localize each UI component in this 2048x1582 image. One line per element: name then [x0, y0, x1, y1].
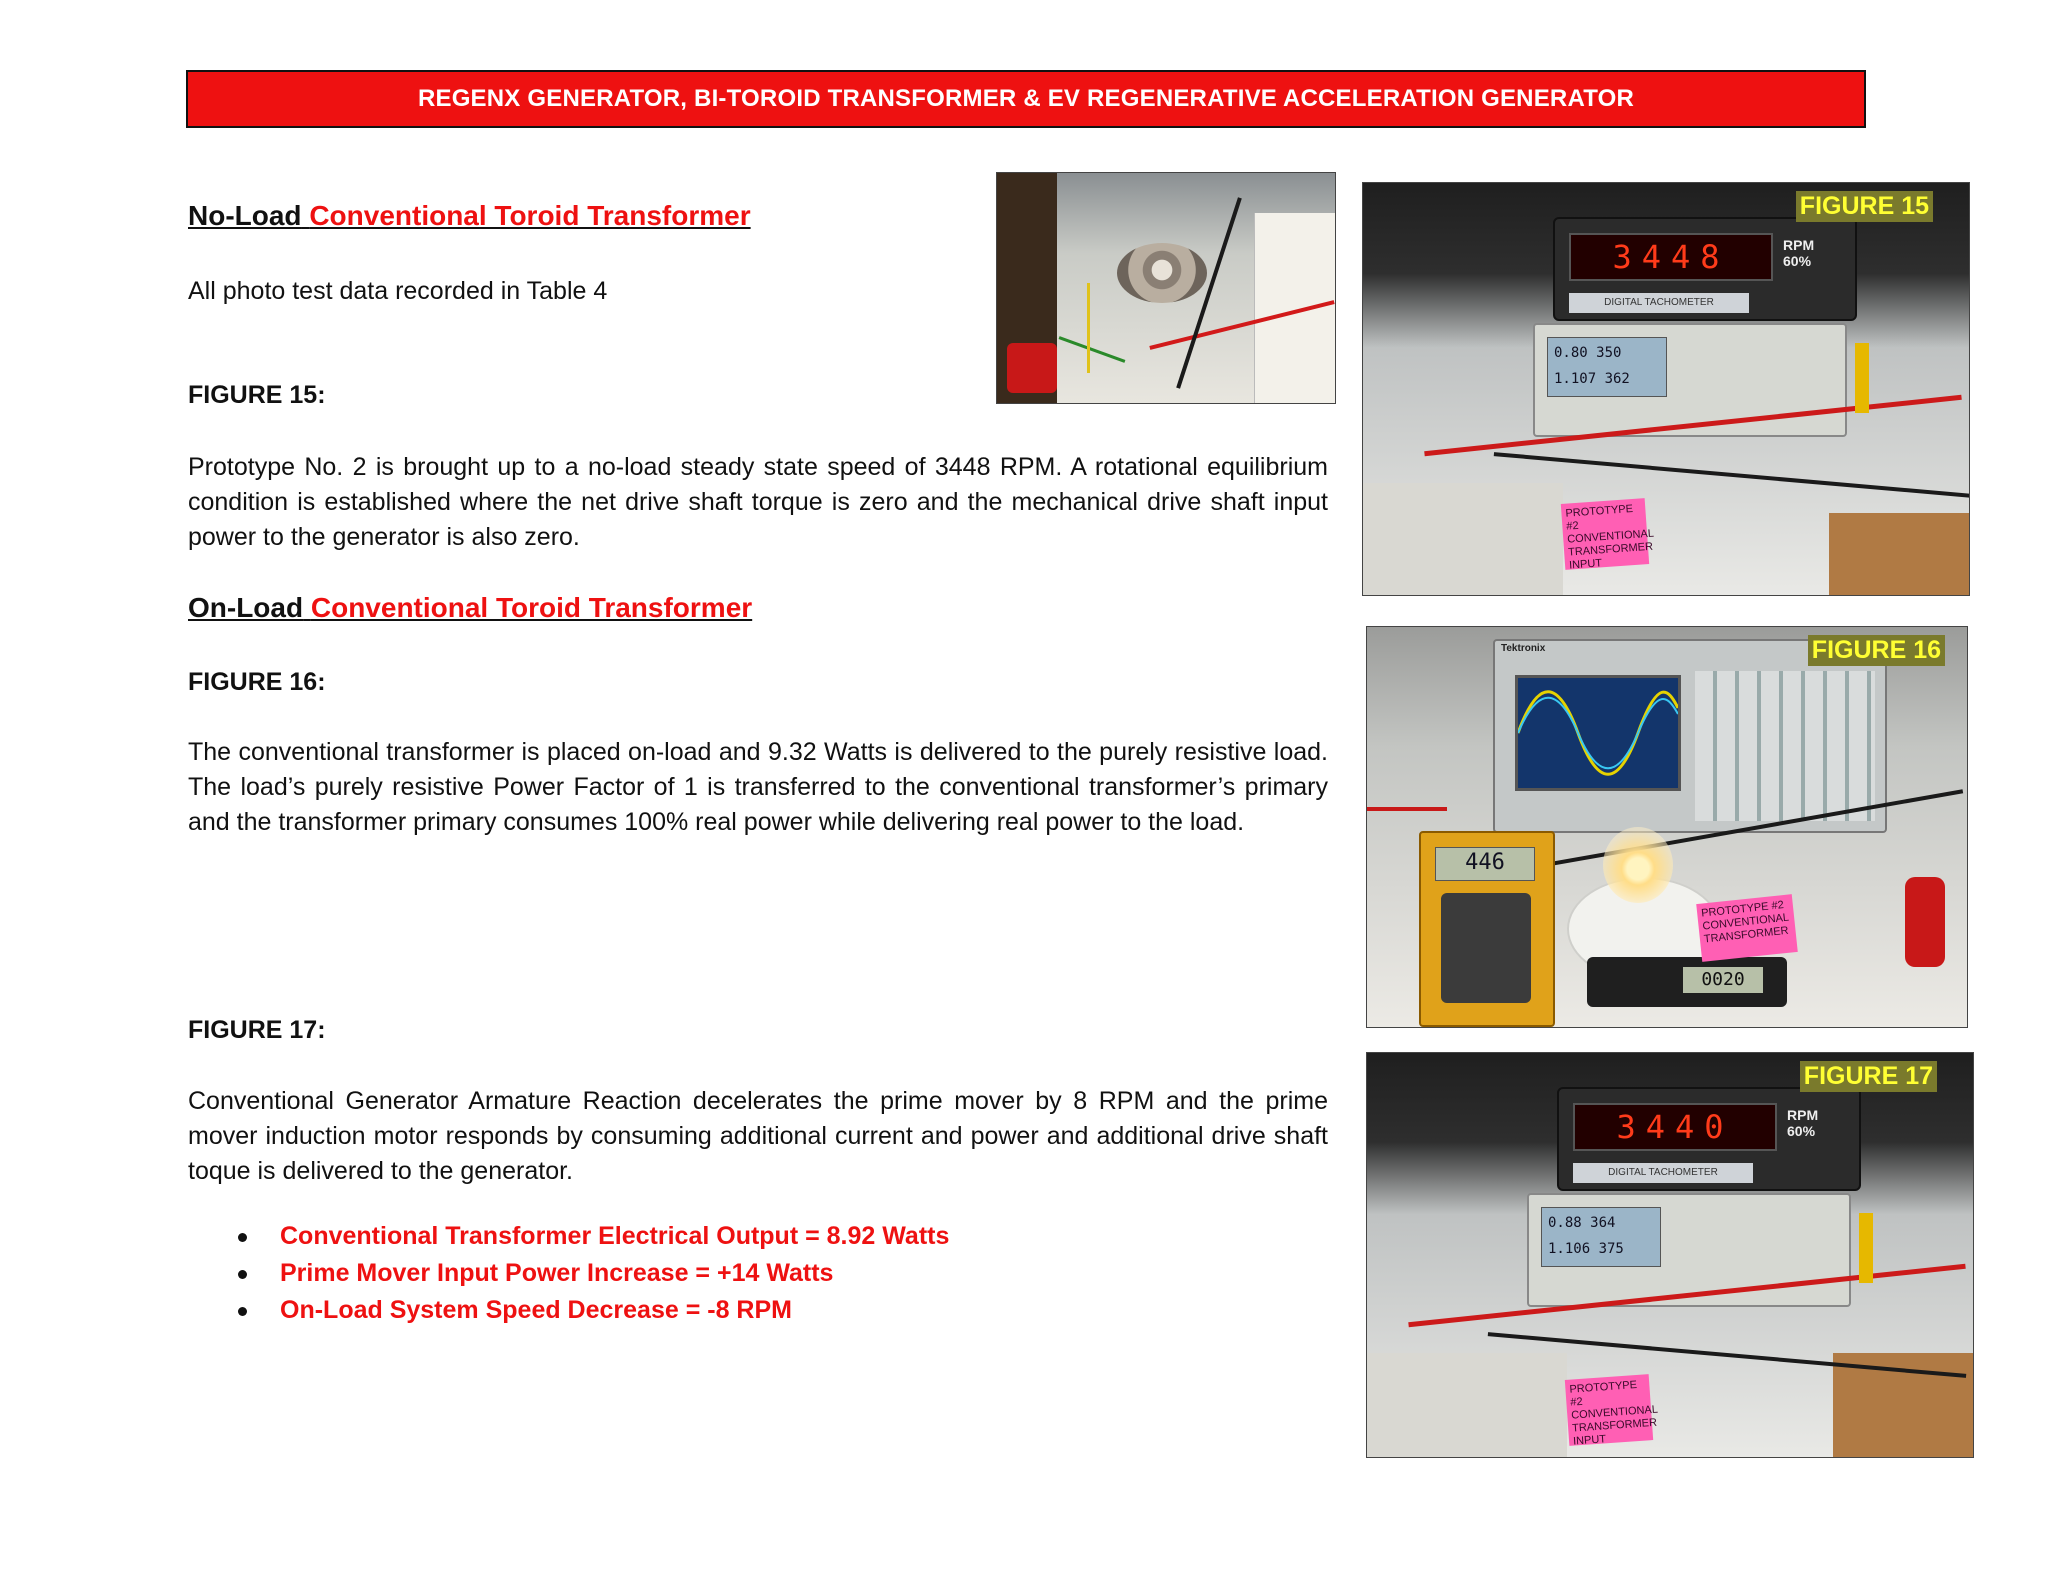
power-meter: 0.88 364 1.106 375: [1527, 1193, 1851, 1307]
tachometer: 3440 RPM 60% DIGITAL TACHOMETER: [1557, 1087, 1861, 1191]
figure-17-photo: [1366, 1052, 1974, 1458]
figure-16-photo: [1366, 626, 1968, 1028]
clamp-meter: 0020: [1587, 957, 1787, 1007]
figure-15-label: FIGURE 15: [1796, 191, 1933, 222]
fig16-text: The conventional transformer is placed on-load and 9.32 Watts is delivered to the purely resistive load. The load’s purely resistive Power Factor of 1 is transferred to the conventional transformer’s primary and the transformer primary consumes 100% real power while delivering real power to the load.: [188, 738, 1328, 836]
power-meter: 0.80 350 1.107 362: [1533, 323, 1847, 437]
noload-heading-red: Conventional Toroid Transformer: [309, 200, 751, 231]
scope-screen: [1515, 675, 1681, 791]
fig15-text: Prototype No. 2 is brought up to a no-load steady state speed of 3448 RPM. A rotational equilibrium condition is established where the net drive shaft torque is zero and the mechanical drive shaft input power to the generator is also zero.: [188, 453, 1328, 551]
fig16-label: FIGURE 16:: [188, 668, 326, 696]
tachometer: 3448 RPM 60% DIGITAL TACHOMETER: [1553, 217, 1857, 321]
figure-15-photo: [1362, 182, 1970, 596]
bullet-icon: [238, 1270, 247, 1279]
fig17-text: Conventional Generator Armature Reaction decelerates the prime mover by 8 RPM and the prime mover induction motor responds by consuming additional current and power and additional drive shaft toque is delivered to the generator.: [188, 1087, 1328, 1185]
list-item: Conventional Transformer Electrical Output = 8.92 Watts: [230, 1218, 949, 1255]
sticky-note: PROTOTYPE #2 CONVENTIONAL TRANSFORMER: [1696, 894, 1798, 962]
noload-heading-black: No-Load: [188, 200, 302, 231]
oscilloscope: Tektronix: [1493, 639, 1887, 833]
tachometer-readout: 3440: [1573, 1103, 1777, 1151]
toroid-icon: [1117, 243, 1207, 303]
sine-wave-icon: [1518, 678, 1678, 788]
bullet-icon: [238, 1307, 247, 1316]
onload-heading: [188, 590, 1328, 625]
noload-intro: All photo test data recorded in Table 4: [188, 277, 608, 305]
toroid-photo: [996, 172, 1336, 404]
bullet-icon: [238, 1233, 247, 1242]
fig15-label: FIGURE 15:: [188, 381, 326, 409]
page-banner: REGENX GENERATOR, BI-TOROID TRANSFORMER & EV REGENERATIVE ACCELERATION GENERATOR: [186, 70, 1866, 128]
onload-heading-black: On-Load: [188, 592, 304, 623]
figure-17-label: FIGURE 17: [1800, 1061, 1937, 1092]
results-list: [230, 1218, 949, 1329]
multimeter: [1419, 831, 1555, 1027]
light-bulb-icon: [1603, 827, 1673, 903]
fig17-label: FIGURE 17:: [188, 1016, 326, 1044]
list-item: Prime Mover Input Power Increase = +14 Watts: [230, 1255, 949, 1292]
onload-heading-red: Conventional Toroid Transformer: [310, 592, 753, 623]
list-item: On-Load System Speed Decrease = -8 RPM: [230, 1292, 949, 1329]
sticky-note: PROTOTYPE #2 CONVENTIONAL TRANSFORMER INPUT: [1565, 1374, 1653, 1446]
sticky-note: PROTOTYPE #2 CONVENTIONAL TRANSFORMER INPUT: [1561, 498, 1649, 570]
tachometer-readout: 3448: [1569, 233, 1773, 281]
multimeter-readout: 446: [1435, 847, 1535, 881]
figure-16-label: FIGURE 16: [1808, 635, 1945, 666]
